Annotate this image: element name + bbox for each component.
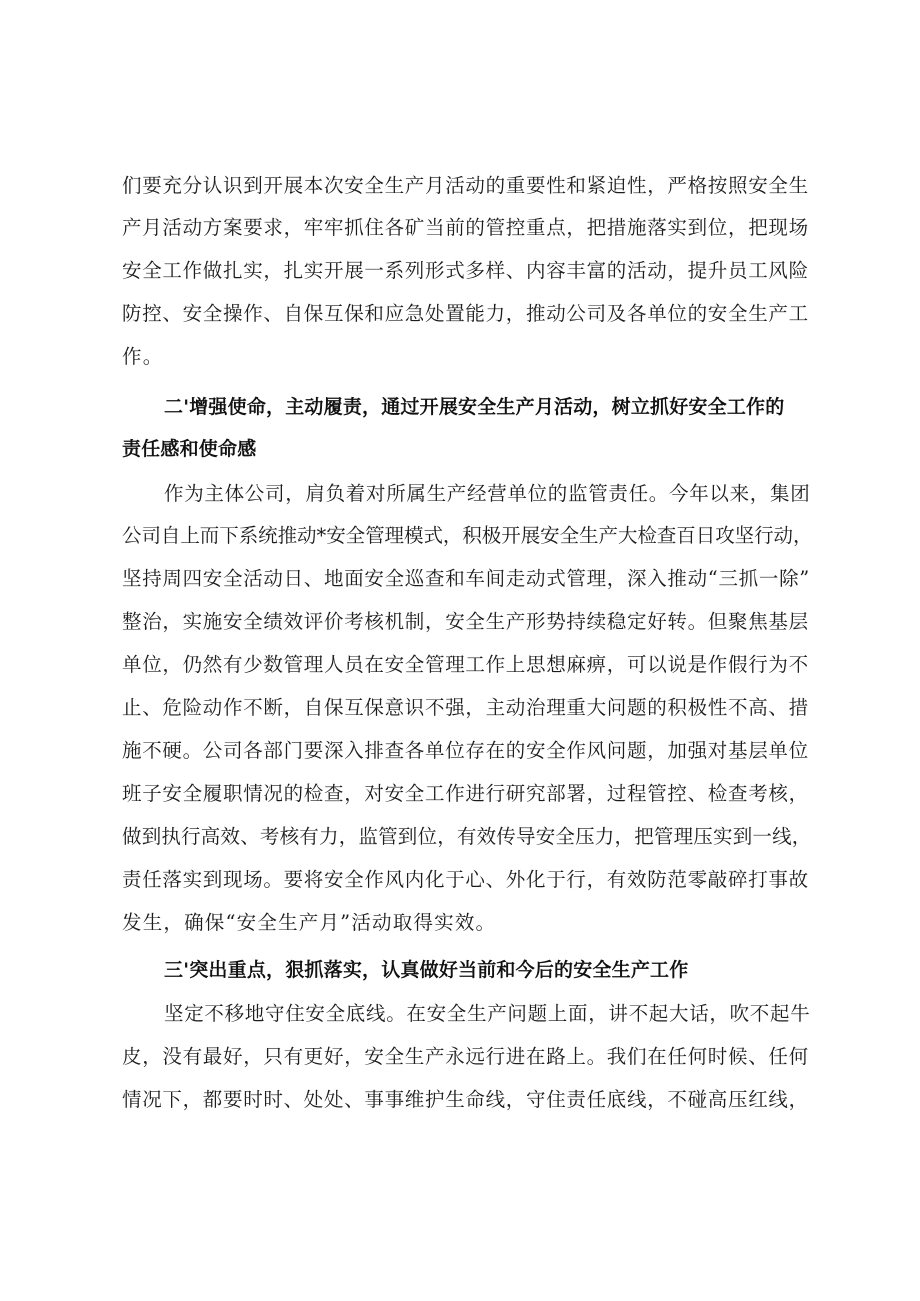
section-heading-2-cont: 责任感和使命感 [122,438,257,460]
section-heading-3: 三'突出重点，狠抓落实，认真做好当前和今后的安全生产工作 [164,959,689,981]
body-line: 安全工作做扎实，扎实开展一系列形式多样、内容丰富的活动，提升员工风险 [122,259,809,282]
body-line: 整治，实施安全绩效评价考核机制，安全生产形势持续稳定好转。但聚焦基层 [122,610,809,633]
body-line: 皮，没有最好，只有更好，安全生产永远行进在路上。我们在任何时候、任何 [122,1045,809,1068]
body-line: 做到执行高效、考核有力，监管到位，有效传导安全压力，把管理压实到一线， [122,825,812,848]
body-line: 作。 [122,345,164,368]
body-line: 施不硬。公司各部门要深入排查各单位存在的安全作风问题，加强对基层单位 [122,739,809,762]
body-line: 班子安全履职情况的检查，对安全工作进行研究部署，过程管控、检查考核， [122,782,809,805]
body-line: 止、危险动作不断，自保互保意识不强，主动治理重大问题的积极性不高、措 [122,696,809,719]
body-line: 防控、安全操作、自保互保和应急处置能力，推动公司及各单位的安全生产工 [122,302,809,325]
section-heading-2: 二'增强使命，主动履责，通过开展安全生产月活动，树立抓好安全工作的 [164,396,785,418]
body-line: 产月活动方案要求，牢牢抓住各矿当前的管控重点，把措施落实到位，把现场 [122,216,809,239]
body-line: 情况下，都要时时、处处、事事维护生命线，守住责任底线，不碰高压红线， [122,1088,809,1111]
body-line: 坚定不移地守住安全底线。在安全生产问题上面，讲不起大话，吹不起牛 [164,1002,811,1025]
body-line: 坚持周四安全活动日、地面安全巡查和车间走动式管理，深入推动“三抓一除” [122,567,810,590]
body-line: 发生，确保“安全生产月”活动取得实效。 [122,911,497,934]
body-line: 们要充分认识到开展本次安全生产月活动的重要性和紧迫性，严格按照安全生 [122,174,809,197]
body-line: 单位，仍然有少数管理人员在安全管理工作上思想麻痹，可以说是作假行为不 [122,653,809,676]
body-line: 作为主体公司，肩负着对所属生产经营单位的监管责任。今年以来，集团 [164,482,811,505]
body-line: 公司自上而下系统推动*安全管理模式，积极开展安全生产大检查百日攻坚行动， [122,524,813,547]
body-line: 责任落实到现场。要将安全作风内化于心、外化于行，有效防范零敲碎打事故 [122,868,809,891]
